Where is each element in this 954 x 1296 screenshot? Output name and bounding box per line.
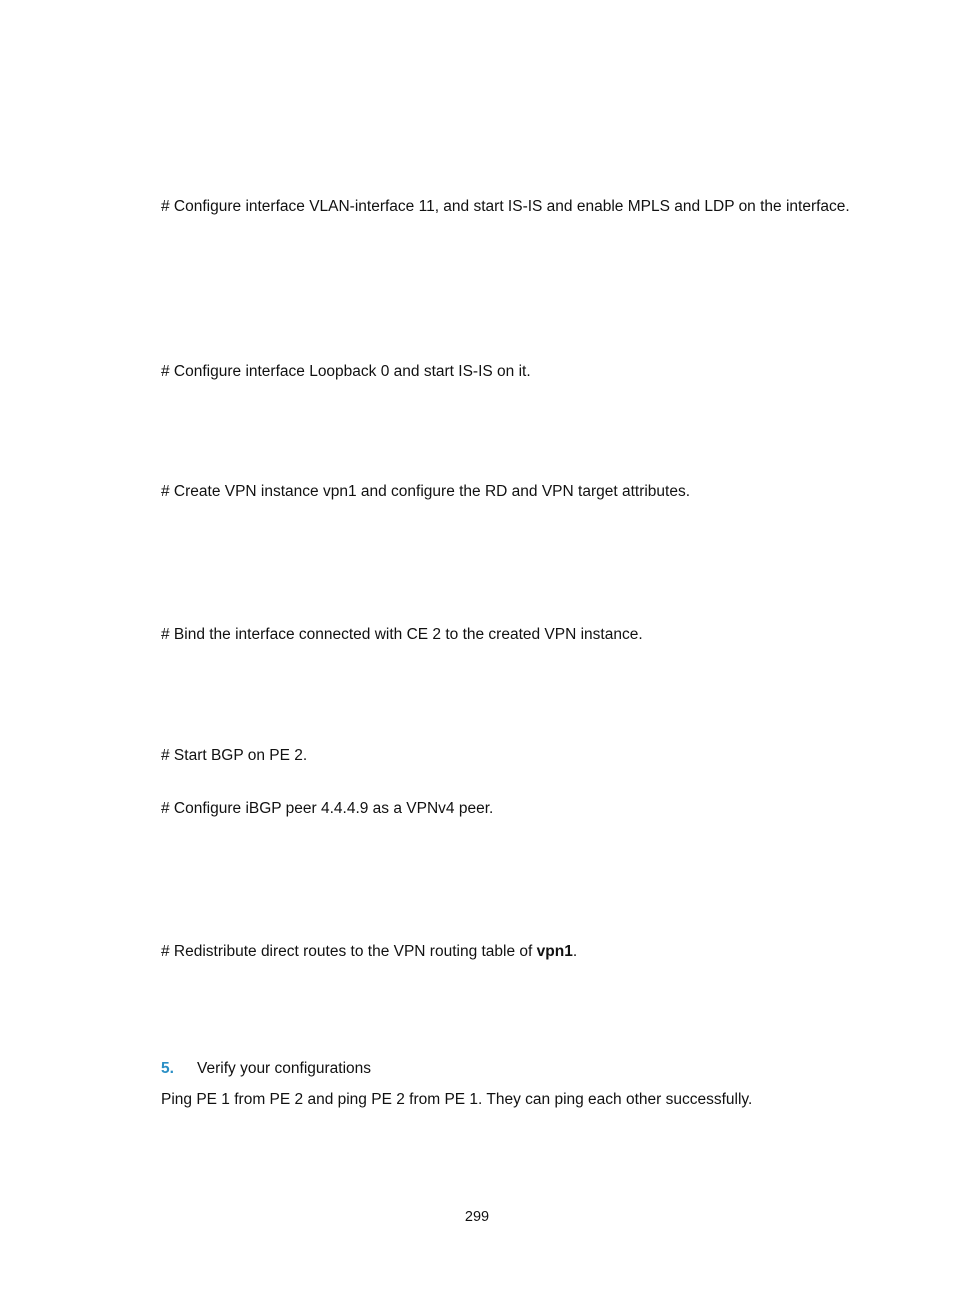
instruction-bind-interface: # Bind the interface connected with CE 2 to the created VPN instance. <box>161 626 643 643</box>
step-title: Verify your configurations <box>197 1060 372 1077</box>
step-body: Ping PE 1 from PE 2 and ping PE 2 from PE 1. They can ping each other successfully. <box>161 1091 753 1108</box>
redistribute-period: . <box>572 943 578 960</box>
vpn-instance-name: vpn1 <box>536 943 573 960</box>
step-number: 5. <box>161 1060 174 1077</box>
instruction-start-bgp: # Start BGP on PE 2. <box>161 747 308 764</box>
instruction-create-vpn-instance: # Create VPN instance vpn1 and configure the RD and VPN target attributes. <box>161 483 691 500</box>
page-number: 299 <box>464 1209 490 1225</box>
instruction-ibgp-peer: # Configure iBGP peer 4.4.4.9 as a VPNv4 peer. <box>161 800 494 817</box>
step-heading <box>161 1059 371 1079</box>
instruction-vlan-interface-11: # Configure interface VLAN-interface 11, and start IS-IS and enable MPLS and LDP on the interface. <box>161 198 850 215</box>
instruction-loopback-0: # Configure interface Loopback 0 and start IS-IS on it. <box>161 363 531 380</box>
instruction-redistribute-direct <box>161 942 577 962</box>
redistribute-text: # Redistribute direct routes to the VPN routing table of <box>161 943 537 960</box>
